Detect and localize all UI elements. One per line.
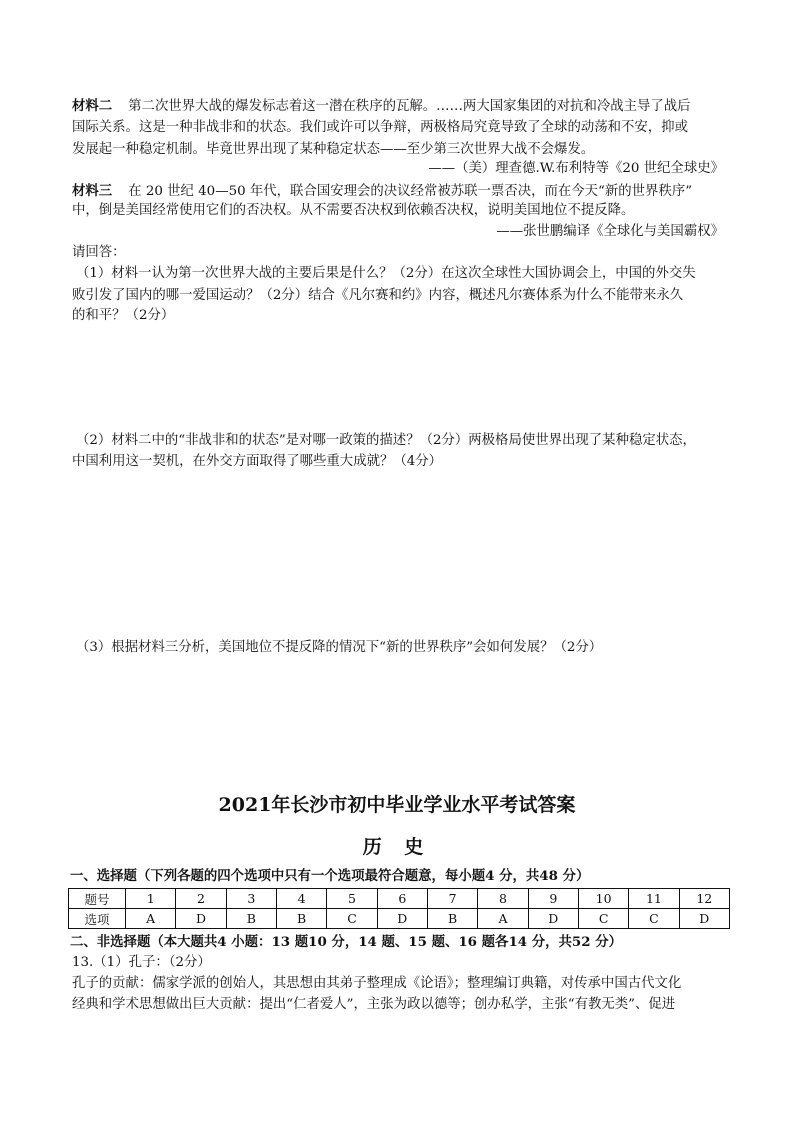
answer-choice-cell: A xyxy=(126,909,176,929)
material2-line2: 国际关系。这是一种非战非和的状态。我们或许可以争辩，两极格局究竟导致了全球的动荡和不安，抑或 xyxy=(72,120,688,135)
question-2-line2: 中国利用这一契机，在外交方面取得了哪些重大成就？（4分） xyxy=(72,454,443,469)
material3-line2: 中，倒是美国经常使用它们的否决权。从不需要否决权到依赖否决权，说明美国地位不提反降。 xyxy=(72,203,635,218)
answer-key-subject: 历 史 xyxy=(362,836,432,858)
question-number-cell: 7 xyxy=(427,889,477,909)
answer-choice-cell: D xyxy=(679,909,729,929)
table-row-choices xyxy=(69,909,730,929)
answer-choice-cell: A xyxy=(478,909,528,929)
answer-choice-cell: B xyxy=(276,909,326,929)
answer-choice-cell: D xyxy=(528,909,578,929)
answer-choice-cell: C xyxy=(578,909,628,929)
material2-label: 材料二 xyxy=(72,98,113,114)
material2-text-1: 第二次世界大战的爆发标志着这一潜在秩序的瓦解。……两大国家集团的对抗和冷战主导了战后 xyxy=(128,99,691,114)
material2-line1 xyxy=(72,96,724,117)
question-1-line3: 的和平？（2分） xyxy=(72,308,175,323)
question-number-cell: 8 xyxy=(478,889,528,909)
section1-heading: 一、选择题（下列各题的四个选项中只有一个选项最符合题意，每小题4 分，共48 分） xyxy=(70,868,590,884)
question-2-line1: （2）材料二中的“非战非和的状态”是对哪一政策的描述？（2分）两极格局使世界出现了某种稳定状态， xyxy=(76,433,696,448)
question-number-cell: 11 xyxy=(629,889,679,909)
material3-source: ——张世鹏编译《全球化与美国霸权》 xyxy=(496,224,724,239)
answer-13-heading: 13.（1）孔子：（2分） xyxy=(72,955,211,970)
question-number-cell: 3 xyxy=(226,889,276,909)
table-header-number: 题号 xyxy=(69,889,126,909)
question-1-line1: （1）材料一认为第一次世界大战的主要后果是什么？（2分）在这次全球性大国协调会上，中国的外交失 xyxy=(76,266,696,281)
answer-choice-cell: B xyxy=(427,909,477,929)
question-3-line1: （3）根据材料三分析，美国地位不提反降的情况下“新的世界秩序”会如何发展？（2分） xyxy=(76,640,603,655)
material3-text-1: 在 20 世纪 40—50 年代，联合国安理会的决议经常被苏联一票否决，而在今天“新的世界秩序” xyxy=(128,184,693,199)
answer-choice-cell: B xyxy=(226,909,276,929)
section2-heading: 二、非选择题（本大题共4 小题：13 题10 分，14 题、15 题、16 题各14 分，共52 分） xyxy=(70,934,622,950)
question-number-cell: 5 xyxy=(327,889,377,909)
table-row-numbers xyxy=(69,889,730,909)
question-number-cell: 4 xyxy=(276,889,326,909)
answer-prompt: 请回答： xyxy=(72,245,126,260)
question-1-answer-space[interactable] xyxy=(72,330,724,426)
answer-choice-cell: C xyxy=(629,909,679,929)
question-number-cell: 12 xyxy=(679,889,729,909)
material2-line3: 发展起一种稳定机制。毕竟世界出现了某种稳定状态——至少第三次世界大战不会爆发。 xyxy=(72,142,595,157)
question-3-answer-space[interactable] xyxy=(72,662,724,782)
question-number-cell: 9 xyxy=(528,889,578,909)
multiple-choice-answer-table xyxy=(68,888,730,929)
answer-choice-cell: D xyxy=(377,909,427,929)
answer-key-title: 2021年长沙市初中毕业学业水平考试答案 xyxy=(218,794,576,816)
material3-label: 材料三 xyxy=(72,183,113,199)
material2-source: ——（美）理查德.W.布利特等《20 世纪全球史》 xyxy=(428,161,724,176)
answer-choice-cell: D xyxy=(176,909,226,929)
answer-13-line1: 孔子的贡献：儒家学派的创始人，其思想由其弟子整理成《论语》；整理编订典籍，对传承中国古代文化 xyxy=(72,976,682,991)
answer-13-line2: 经典和学术思想做出巨大贡献：提出“仁者爱人”，主张为政以德等；创办私学，主张“有教无类”、促进 xyxy=(72,997,676,1012)
table-header-choice: 选项 xyxy=(69,909,126,929)
question-number-cell: 2 xyxy=(176,889,226,909)
question-number-cell: 10 xyxy=(578,889,628,909)
answer-choice-cell: C xyxy=(327,909,377,929)
question-2-answer-space[interactable] xyxy=(72,476,724,632)
question-1-line2: 败引发了国内的哪一爱国运动？（2分）结合《凡尔赛和约》内容，概述凡尔赛体系为什么不能带来永久 xyxy=(72,288,684,303)
question-number-cell: 6 xyxy=(377,889,427,909)
question-number-cell: 1 xyxy=(126,889,176,909)
material3-line1 xyxy=(72,181,724,202)
